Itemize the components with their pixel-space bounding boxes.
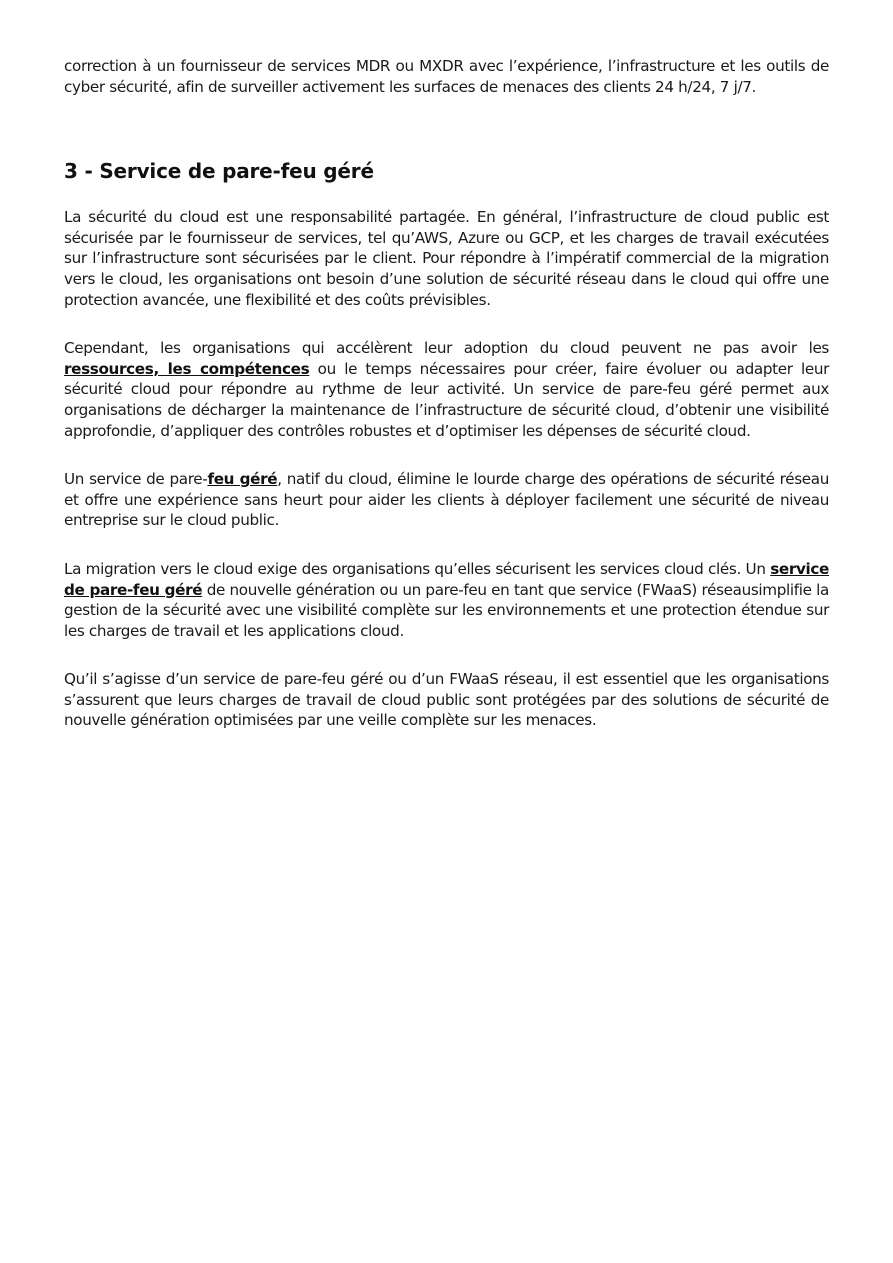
paragraph-conclusion: Qu’il s’agisse d’un service de pare-feu géré ou d’un FWaaS réseau, il est essentiel que les organisations s’assurent que leurs charges de travail de cloud public sont protégées par des solutions de sécurité de nouvelle génération optimisées par une veille complète sur les menaces. xyxy=(64,670,829,730)
link-feu-gere[interactable]: feu géré xyxy=(207,470,278,489)
paragraph-migration xyxy=(64,559,829,641)
paragraph-text: Un service de pare- xyxy=(64,470,208,489)
paragraph-text: Cependant, les organisations qui accélèrent leur adoption du cloud peuvent ne pas avoir les xyxy=(64,339,829,358)
intro-paragraph: correction à un fournisseur de services MDR ou MXDR avec l’expérience, l’infrastructure et les outils de cyber sécurité, afin de surveiller activement les surfaces de menaces des clients 24 h/24, 7 j/7. xyxy=(64,57,829,96)
link-ressources-competences[interactable]: ressources, les compétences xyxy=(64,359,310,378)
paragraph-text: , natif du cloud, élimine le lourde charge des opérations de sécurité réseau et offre une expérience sans heurt pour aider les clients à déployer facilement une sécurité de niveau entreprise sur le cloud public. xyxy=(64,470,829,530)
document-page xyxy=(64,56,829,731)
paragraph-text: de nouvelle génération ou un pare-feu en tant que service (FWaaS) réseausimplifie la gestion de la sécurité avec une visibilité complète sur les environnements et une protection étendue sur les charges de travail et les applications cloud. xyxy=(64,580,829,640)
paragraph-resources xyxy=(64,338,829,441)
paragraph-text: La migration vers le cloud exige des organisations qu’elles sécurisent les services cloud clés. Un xyxy=(64,559,771,578)
section-heading: 3 - Service de pare-feu géré xyxy=(64,159,374,184)
paragraph-text: ou le temps nécessaires pour créer, faire évoluer ou adapter leur sécurité cloud pour répondre au rythme de leur activité. Un service de pare-feu géré permet aux organisations de décharger la maintenance de l’infrastructure de sécurité cloud, d’obtenir une visibilité approfondie, d’appliquer des contrôles robustes et d’optimiser les dépenses de sécurité cloud. xyxy=(64,359,830,440)
link-service-pare-feu-gere[interactable]: service de pare-feu géré xyxy=(64,559,829,599)
paragraph-shared-responsibility: La sécurité du cloud est une responsabilité partagée. En général, l’infrastructure de cloud public est sécurisée par le fournisseur de services, tel qu’AWS, Azure ou GCP, et les charges de travail exécutées sur l’infrastructure sont sécurisées par le client. Pour répondre à l’impératif commercial de la migration vers le cloud, les organisations ont besoin d’une solution de sécurité réseau dans le cloud qui offre une protection avancée, une flexibilité et des coûts prévisibles. xyxy=(64,208,829,309)
paragraph-cloud-native xyxy=(64,469,829,531)
